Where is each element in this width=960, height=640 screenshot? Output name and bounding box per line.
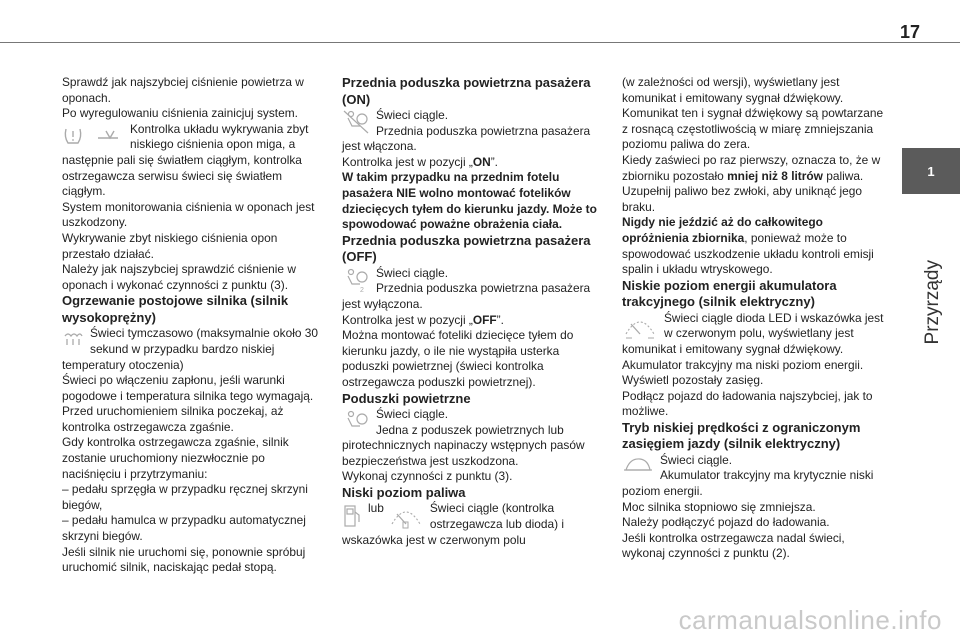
limp-paragraph: Należy podłączyć pojazd do ładowania.	[622, 515, 830, 530]
battery-paragraph: Świeci ciągle dioda LED i wskazówka jest w czerwonym polu, wyświetlany jest komunikat i emitowany sygnał dźwiękowy.	[622, 310, 884, 356]
glow-paragraph: Świeci tymczasowo (maksymalnie około 30 sekund w przypadku bardzo niskiej temperatury otoczenia)	[62, 326, 318, 372]
section-heading: Tryb niskiej prędkości z ograniczonym zasięgiem jazdy (silnik elektryczny)	[622, 419, 861, 452]
airbag-warning: W takim przypadku na przednim fotelu pasażera NIE wolno montować fotelików dziecięcych tyłem do kierunku jazdy. Może to spowodować poważne obrażenia ciała.	[342, 170, 597, 232]
battery-paragraph: Wyświetl pozostały zasięg.	[622, 373, 764, 388]
airbags-paragraph: Jedna z poduszek powietrznych lub pirotechnicznych napinaczy wstępnych pasów bezpieczeństwa jest uszkodzona.	[342, 422, 585, 468]
section-heading: Niski poziom paliwa	[342, 484, 466, 500]
fuel-paragraph: Kiedy zaświeci po raz pierwszy, oznacza to, że w zbiorniku pozostało mniej niż 8 litrów paliwa.	[622, 152, 881, 183]
airbags-paragraph: Wykonaj czynności z punktu (3).	[342, 469, 513, 484]
chapter-tab: 1	[902, 148, 960, 194]
column-2	[342, 75, 604, 548]
limp-paragraph: Jeśli kontrolka ostrzegawcza nadal świeci, wykonaj czynności z punktu (2).	[622, 530, 845, 561]
fuel-paragraph: (w zależności od wersji), wyświetlany jest komunikat i emitowany sygnał dźwiękowy.	[622, 75, 844, 105]
section-heading: Przednia poduszka powietrzna pasażera (OFF)	[342, 232, 591, 265]
glow-paragraph: Gdy kontrolka ostrzegawcza zgaśnie, silnik zostanie uruchomiony niezwłocznie po naciśnięciu i przytrzymaniu:	[62, 435, 289, 481]
airbag-off-paragraph: Świeci ciągle.	[376, 265, 449, 280]
fuel-paragraph: Świeci ciągle (kontrolka ostrzegawcza lub dioda) i wskazówka jest w czerwonym polu	[342, 501, 565, 547]
airbag-off-position: Kontrolka jest w pozycji „OFF”.	[342, 312, 504, 327]
fuel-warning: Nigdy nie jeździć aż do całkowitego opróżnienia zbiornika, ponieważ może to spowodować uszkodzenie układu kontroli emisji spalin i układu wtryskowego.	[622, 215, 874, 277]
airbag-off-icon	[342, 267, 370, 293]
watermark: carmanualsonline.info	[678, 605, 942, 635]
airbag-off-paragraph: Można montować foteliki dziecięce tyłem do kierunku jazdy, o ile nie wystąpiła usterka poduszki powietrznej (świeci kontrolka ostrzegawcza poduszki powietrznej).	[342, 328, 574, 389]
airbag-on-paragraph: Przednia poduszka powietrzna pasażera jest włączona.	[342, 123, 591, 154]
column-3	[622, 75, 884, 562]
section-heading: Przednia poduszka powietrzna pasażera (ON)	[342, 75, 591, 107]
fuel-or-label: lub	[368, 501, 384, 516]
tpms-paragraph: System monitorowania ciśnienia w oponach jest uszkodzony.	[62, 199, 315, 230]
fuel-pump-icon	[342, 502, 362, 530]
chapter-label: Przyrządy	[922, 260, 943, 345]
section-heading: Poduszki powietrzne	[342, 390, 471, 406]
fuel-paragraph: Uzupełnij paliwo bez zwłoki, aby uniknąć jego braku.	[622, 184, 862, 214]
glow-paragraph: Świeci po włączeniu zapłonu, jeśli warunki pogodowe i temperatura silnika tego wymagają.	[62, 373, 314, 403]
turtle-icon	[622, 454, 654, 476]
svg-text:2: 2	[360, 286, 364, 293]
battery-paragraph: Akumulator trakcyjny ma niski poziom energii.	[622, 357, 864, 372]
glow-paragraph: Jeśli silnik nie uruchomi się, ponownie spróbuj uruchomić silnik, naciskając pedał stopą.	[62, 544, 306, 575]
tpms-paragraph: Należy jak najszybciej sprawdzić ciśnienie w oponach i wykonać czynności z punktu (3).	[62, 262, 296, 292]
airbag-on-paragraph: Świeci ciągle.	[376, 108, 449, 122]
limp-paragraph: Świeci ciągle.	[660, 452, 733, 467]
section-heading: Ogrzewanie postojowe silnika (silnik wysokoprężny)	[62, 293, 289, 325]
list-item: – pedału hamulca w przypadku automatycznej skrzyni biegów.	[62, 513, 306, 544]
section-heading: Niskie poziom energii akumulatora trakcyjnego (silnik elektryczny)	[622, 277, 837, 310]
glow-paragraph: Przed uruchomieniem silnika poczekaj, aż kontrolka ostrzegawcza zgaśnie.	[62, 404, 284, 434]
column-1	[62, 75, 324, 576]
fuel-paragraph: Komunikat ten i sygnał dźwiękowy są powtarzane z rosnącą częstotliwością w miarę zmniejszania poziomu paliwa do zera.	[622, 106, 884, 152]
page-number: 17	[899, 22, 920, 42]
tpms-paragraph: Po wyregulowaniu ciśnienia zainicjuj system.	[62, 106, 298, 121]
airbag-on-icon	[342, 109, 370, 135]
airbag-off-paragraph: Przednia poduszka powietrzna pasażera jest wyłączona.	[342, 281, 591, 311]
tpms-warning-icon	[62, 123, 124, 149]
list-item: – pedału sprzęgła w przypadku ręcznej skrzyni biegów,	[62, 482, 308, 512]
tpms-paragraph: Kontrolka układu wykrywania zbyt niskiego ciśnienia opon miga, a następnie pali się światłem ciągłym, kontrolka ostrzegawcza serwisu świeci się światłem ciągłym.	[62, 121, 309, 199]
airbag-on-position: Kontrolka jest w pozycji „ON”.	[342, 154, 498, 169]
glow-plug-icon	[62, 327, 84, 349]
airbags-paragraph: Świeci ciągle.	[376, 407, 449, 421]
limp-paragraph: Moc silnika stopniowo się zmniejsza.	[622, 499, 816, 514]
limp-paragraph: Akumulator trakcyjny ma krytycznie niski poziom energii.	[622, 468, 874, 499]
fuel-gauge-icon	[388, 502, 424, 530]
tpms-intro: Sprawdź jak najszybciej ciśnienie powietrza w oponach.	[62, 75, 304, 105]
header-rule	[0, 42, 960, 43]
battery-gauge-icon	[622, 312, 658, 340]
airbag-icon	[342, 408, 370, 434]
battery-paragraph: Podłącz pojazd do ładowania najszybciej, jak to możliwe.	[622, 388, 873, 419]
tpms-paragraph: Wykrywanie zbyt niskiego ciśnienia opon przestało działać.	[62, 230, 278, 261]
